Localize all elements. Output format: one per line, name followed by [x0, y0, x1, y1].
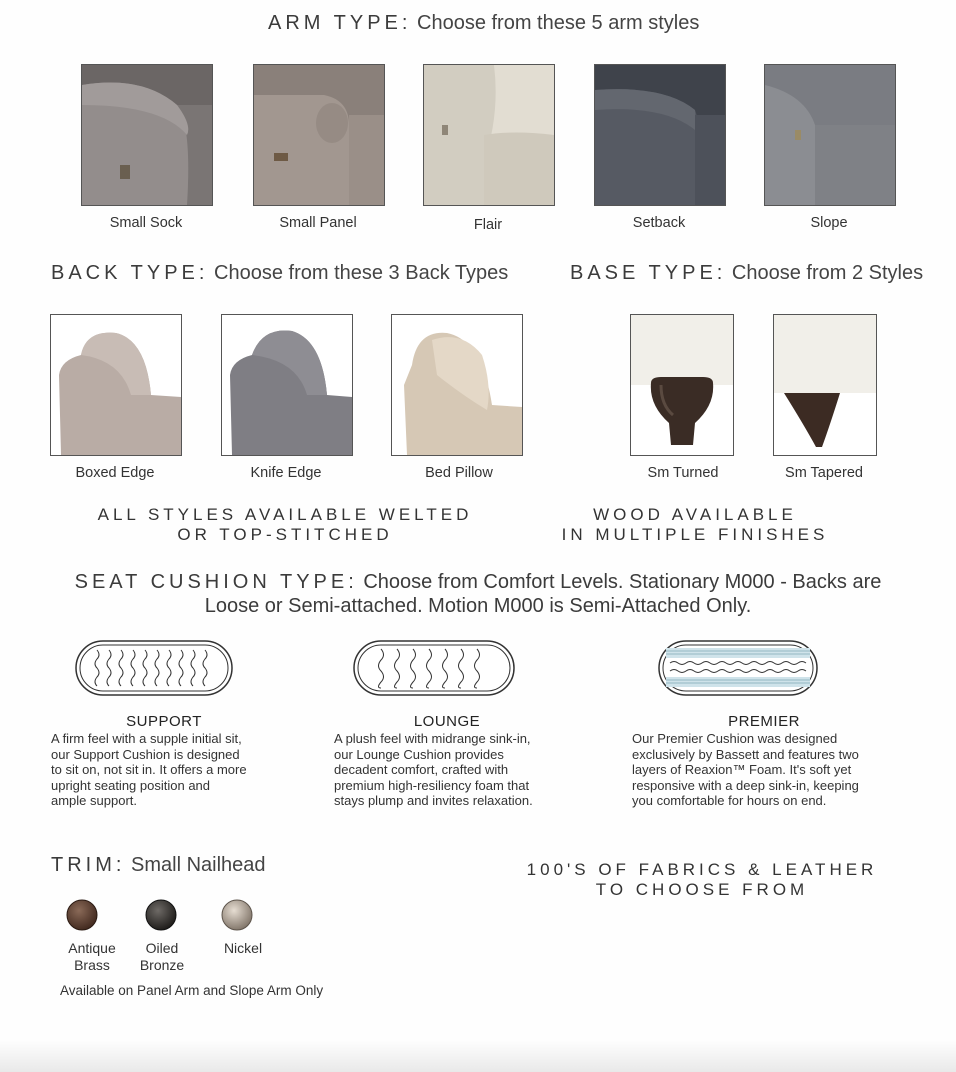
trim-availability-note: Available on Panel Arm and Slope Arm Only [60, 983, 324, 998]
arm-subtitle: Choose from these 5 arm styles [417, 12, 700, 34]
arm-image-small-sock [81, 64, 213, 206]
support-title: SUPPORT [126, 713, 202, 730]
base-image-sm-turned [630, 314, 734, 456]
welted-note [80, 505, 490, 545]
lounge-title: LOUNGE [413, 713, 481, 730]
base-subtitle: Choose from 2 Styles [731, 262, 924, 284]
fabrics-note [512, 860, 892, 900]
base-image-sm-tapered [773, 314, 877, 456]
seat-header [0, 570, 956, 618]
back-title: BACK TYPE: [51, 262, 209, 284]
premier-cushion-icon [658, 640, 818, 696]
arm-image-small-panel [253, 64, 385, 206]
support-cushion-icon [75, 640, 233, 696]
trim-title: TRIM: [51, 854, 126, 876]
bottom-fade [0, 1040, 956, 1072]
premier-title: PREMIER [728, 713, 800, 730]
back-image-boxed-edge [50, 314, 182, 456]
trim-label-nickel: Nickel [223, 940, 263, 956]
arm-label-setback: Setback [632, 215, 686, 231]
trim-label-antique-brass: Antique Brass [68, 940, 116, 973]
welted-note-line2: OR TOP-STITCHED [177, 525, 393, 544]
back-subtitle: Choose from these 3 Back Types [214, 262, 509, 284]
base-label-sm-turned: Sm Turned [647, 465, 719, 481]
base-header [570, 262, 923, 285]
fabrics-note-line2: TO CHOOSE FROM [595, 880, 809, 899]
premier-description: Our Premier Cushion was designed exclusively by Bassett and features two layers of Reaxion™ Foam. It's soft yet responsive with a deep sink-in, keeping you comfortable for hours on end. [632, 731, 859, 808]
trim-label-oiled-bronze: Oiled Bronze [139, 940, 185, 973]
back-header [51, 262, 508, 285]
back-image-bed-pillow [391, 314, 523, 456]
nailhead-nickel-swatch [221, 899, 253, 931]
seat-title: SEAT CUSHION TYPE: [74, 571, 358, 593]
lounge-description: A plush feel with midrange sink-in, our Lounge Cushion provides decadent comfort, crafted with premium high-resiliency foam that stays plump and invites relaxation. [334, 731, 533, 808]
back-label-boxed-edge: Boxed Edge [75, 465, 155, 481]
welted-note-line1: ALL STYLES AVAILABLE WELTED [97, 505, 473, 524]
nailhead-oiled-bronze-swatch [145, 899, 177, 931]
back-image-knife-edge [221, 314, 353, 456]
arm-image-flair [423, 64, 555, 206]
arm-image-slope [764, 64, 896, 206]
support-description: A firm feel with a supple initial sit, our Support Cushion is designed to sit on, not sit in. It offers a more upright seating position and ample support. [51, 731, 247, 808]
base-title: BASE TYPE: [570, 262, 727, 284]
arm-header [268, 12, 699, 35]
seat-subtitle-line2: Loose or Semi-attached. Motion M000 is Semi-Attached Only. [204, 595, 752, 617]
arm-image-setback [594, 64, 726, 206]
arm-label-small-sock: Small Sock [109, 215, 183, 231]
lounge-cushion-icon [353, 640, 515, 696]
nailhead-antique-brass-swatch [66, 899, 98, 931]
arm-label-slope: Slope [810, 215, 848, 231]
back-label-bed-pillow: Bed Pillow [425, 465, 493, 481]
arm-label-small-panel: Small Panel [279, 215, 357, 231]
trim-subtitle: Small Nailhead [131, 854, 266, 876]
fabrics-note-line1: 100'S OF FABRICS & LEATHER [526, 860, 878, 879]
wood-note-line1: WOOD AVAILABLE [593, 505, 797, 524]
trim-header [51, 854, 266, 877]
arm-label-flair: Flair [473, 217, 503, 233]
arm-title: ARM TYPE: [268, 12, 412, 34]
base-label-sm-tapered: Sm Tapered [785, 465, 863, 481]
back-label-knife-edge: Knife Edge [250, 465, 322, 481]
wood-note [545, 505, 845, 545]
seat-subtitle-line1: Choose from Comfort Levels. Stationary M000 - Backs are [363, 571, 882, 593]
wood-note-line2: IN MULTIPLE FINISHES [561, 525, 829, 544]
